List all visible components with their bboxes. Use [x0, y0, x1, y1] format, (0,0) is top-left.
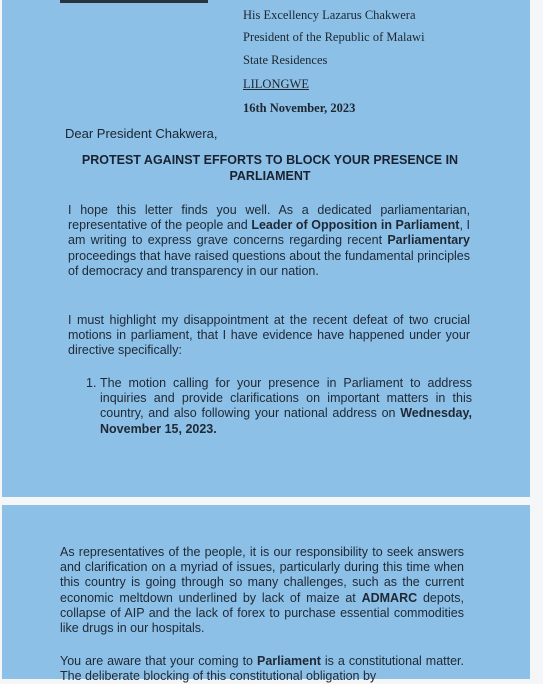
- para4-text-b: is a constitutional matter. The deliberate blocking of this constitutional obligation by: [60, 654, 464, 684]
- page-gap: [0, 497, 543, 505]
- para1-text-a: I hope this letter finds you well. As a dedicated parliamentarian, representative of the people and: [68, 203, 470, 233]
- recipient-title: President of the Republic of Malawi: [243, 30, 425, 44]
- para1-text-d: proceedings that have raised questions about the fundamental principles of democracy and transparency in our nation.: [68, 248, 470, 278]
- paragraph-constitutional: [60, 654, 464, 684]
- list-item-text: [100, 376, 472, 437]
- para3-bold-admarc: ADMARC: [361, 590, 418, 605]
- recipient-city: LILONGWE: [243, 77, 309, 91]
- item1-bold-date: Wednesday, November 15, 2023.: [100, 406, 472, 436]
- list-item-motion-1: [86, 376, 472, 437]
- letter-page-1: [2, 0, 530, 497]
- list-item-number: 1.: [86, 376, 97, 390]
- para4-bold-parliament: Parliament: [256, 654, 321, 668]
- para1-text-c: , I am writing to express grave concerns regarding recent: [68, 218, 471, 248]
- salutation: Dear President Chakwera,: [65, 126, 218, 141]
- para1-bold-parliamentary: Parliamentary: [387, 233, 470, 248]
- subject-heading: PROTEST AGAINST EFFORTS TO BLOCK YOUR PRESENCE IN PARLIAMENT: [81, 153, 459, 183]
- paragraph-representatives: [60, 545, 464, 636]
- recipient-name: His Excellency Lazarus Chakwera: [243, 8, 416, 22]
- item1-text: The motion calling for your presence in Parliament to address inquiries and provide clarifications on important matters in this country, and also following your national address on: [100, 376, 472, 421]
- paragraph-disappointment: I must highlight my disappointment at the recent defeat of two crucial motions in parliament, that I have evidence have happened under your directive specifically:: [68, 313, 470, 358]
- para3-text-b: depots, collapse of AIP and the lack of forex to purchase essential commodities like drugs in our hospitals.: [60, 590, 464, 636]
- para3-text-a: As representatives of the people, it is our responsibility to seek answers and clarification on a myriad of issues, particularly during this time when this country is going through so many challenges, such as the current economic meltdown underlined by lack of maize at: [60, 545, 464, 605]
- paragraph-intro: [68, 203, 470, 279]
- para4-text-a: You are aware that your coming to: [60, 654, 257, 668]
- letterhead-bar: [60, 0, 208, 3]
- letter-page-2: [2, 505, 530, 684]
- letter-date: 16th November, 2023: [243, 101, 356, 115]
- recipient-residence: State Residences: [243, 53, 328, 67]
- para1-bold-leader: Leader of Opposition in Parliament: [251, 218, 460, 233]
